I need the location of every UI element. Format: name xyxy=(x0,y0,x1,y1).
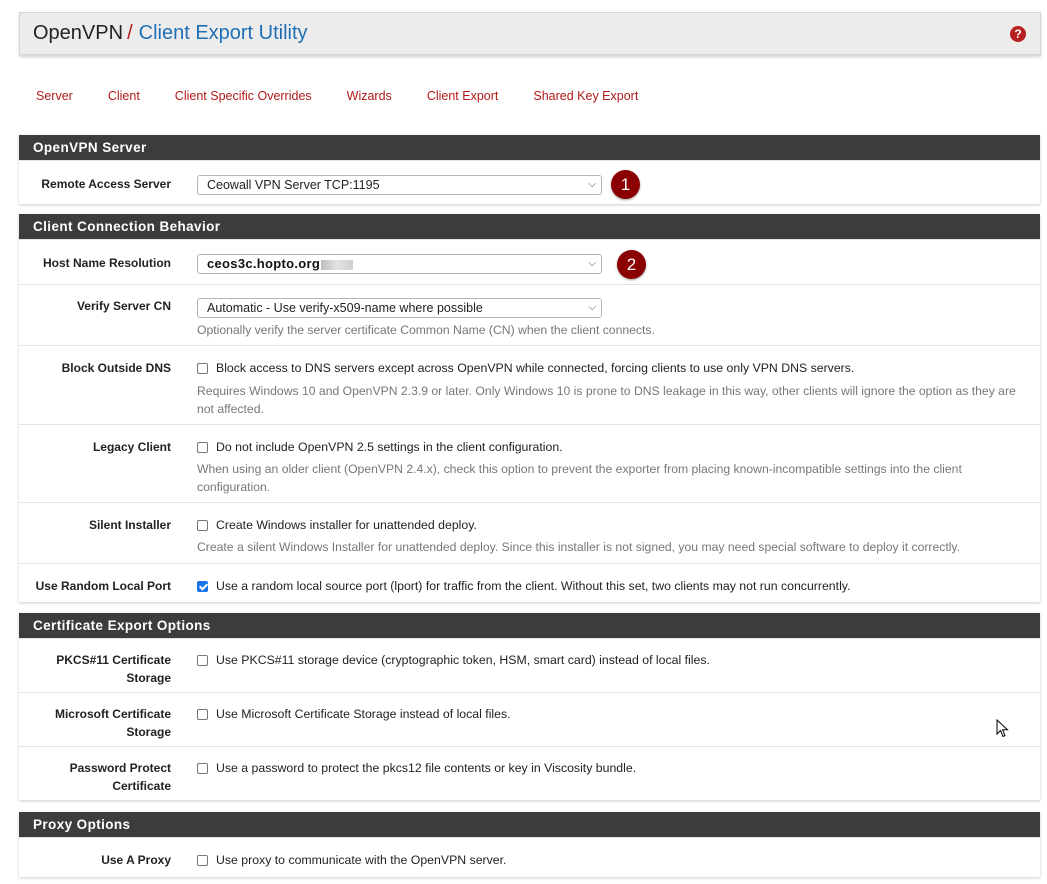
host-name-resolution-row xyxy=(19,239,1040,284)
tab-client[interactable]: Client xyxy=(107,89,140,103)
tab-client-specific-overrides[interactable]: Client Specific Overrides xyxy=(174,89,312,103)
pkcs11-label xyxy=(19,651,171,687)
redacted-blur xyxy=(321,260,353,270)
random-local-port-label: Use Random Local Port xyxy=(35,579,171,593)
certificate-export-options-panel xyxy=(19,613,1040,800)
select-value: ceos3c.hopto.org xyxy=(207,256,321,271)
microsoft-cert-storage-label xyxy=(19,705,171,741)
random-local-port-text: Use a random local source port (lport) for traffic from the client. Without this set, two clients may not run concurrently. xyxy=(216,579,851,593)
proxy-options-panel xyxy=(19,812,1040,877)
legacy-client-help: When using an older client (OpenVPN 2.4.x), check this option to prevent the exporter from placing known-incompatible settings into the client configuration. xyxy=(197,462,962,494)
label-line: Certificate xyxy=(112,779,171,793)
legacy-client-checkbox[interactable] xyxy=(197,442,208,453)
silent-installer-label: Silent Installer xyxy=(88,518,171,532)
verify-server-cn-label: Verify Server CN xyxy=(76,299,171,313)
random-local-port-row xyxy=(19,563,1040,602)
tab-server[interactable]: Server xyxy=(36,89,73,103)
legacy-client-row xyxy=(19,424,1040,502)
use-proxy-row xyxy=(19,837,1040,877)
legacy-client-text: Do not include OpenVPN 2.5 settings in the client configuration. xyxy=(216,440,563,454)
silent-installer-text: Create Windows installer for unattended deploy. xyxy=(216,518,477,532)
select-value: Automatic - Use verify-x509-name where possible xyxy=(207,301,483,315)
block-outside-dns-label: Block Outside DNS xyxy=(61,361,171,375)
breadcrumb-separator: / xyxy=(127,22,133,44)
verify-server-cn-row xyxy=(19,284,1040,345)
use-proxy-text: Use proxy to communicate with the OpenVPN server. xyxy=(216,853,507,867)
label-line: Storage xyxy=(126,671,171,685)
random-local-port-checkbox[interactable] xyxy=(197,581,208,592)
client-connection-behavior-panel xyxy=(19,214,1040,602)
block-outside-dns-text: Block access to DNS servers except across OpenVPN while connected, forcing clients to use only VPN DNS servers. xyxy=(216,361,855,375)
block-outside-dns-row xyxy=(19,345,1040,424)
password-protect-label xyxy=(19,759,171,795)
openvpn-server-panel xyxy=(19,135,1040,204)
host-name-resolution-label: Host Name Resolution xyxy=(42,256,171,270)
silent-installer-checkbox[interactable] xyxy=(197,520,208,531)
microsoft-cert-storage-checkbox[interactable] xyxy=(197,709,208,720)
host-name-resolution-select[interactable] xyxy=(197,254,602,274)
use-proxy-label: Use A Proxy xyxy=(101,853,171,867)
breadcrumb-current[interactable]: Client Export Utility xyxy=(138,22,308,44)
block-outside-dns-help: Requires Windows 10 and OpenVPN 2.3.9 or later. Only Windows 10 is prone to DNS leakage in this way, other clients will ignore the option as they are not affected. xyxy=(197,384,1016,416)
label-line: PKCS#11 Certificate xyxy=(56,653,171,667)
tab-client-export[interactable]: Client Export xyxy=(426,89,499,103)
password-protect-text: Use a password to protect the pkcs12 file contents or key in Viscosity bundle. xyxy=(216,761,637,775)
verify-server-cn-help: Optionally verify the server certificate Common Name (CN) when the client connects. xyxy=(197,323,655,337)
remote-access-server-label: Remote Access Server xyxy=(41,177,171,191)
annotation-badge-2: 2 xyxy=(617,250,646,279)
tab-bar xyxy=(19,88,656,104)
verify-server-cn-select[interactable] xyxy=(197,298,602,318)
microsoft-cert-storage-text: Use Microsoft Certificate Storage instead of local files. xyxy=(216,707,511,721)
pkcs11-row xyxy=(19,638,1040,692)
legacy-client-label: Legacy Client xyxy=(92,440,171,454)
pkcs11-text: Use PKCS#11 storage device (cryptographic token, HSM, smart card) instead of local files. xyxy=(216,653,710,667)
chevron-down-icon: ⌵ xyxy=(588,258,596,269)
silent-installer-row xyxy=(19,502,1040,563)
select-value: Ceowall VPN Server TCP:1195 xyxy=(207,178,380,192)
tab-shared-key-export[interactable]: Shared Key Export xyxy=(533,89,639,103)
silent-installer-help: Create a silent Windows Installer for unattended deploy. Since this installer is not signed, you may need special software to deploy it correctly. xyxy=(197,540,961,554)
mouse-cursor-icon xyxy=(996,719,1010,739)
panel-title: Client Connection Behavior xyxy=(19,214,1040,239)
microsoft-cert-storage-row xyxy=(19,692,1040,746)
label-line: Storage xyxy=(126,725,171,739)
pkcs11-checkbox[interactable] xyxy=(197,655,208,666)
annotation-badge-1: 1 xyxy=(611,170,640,199)
panel-title: Proxy Options xyxy=(19,812,1040,837)
remote-access-server-select[interactable] xyxy=(197,175,602,195)
panel-title: Certificate Export Options xyxy=(19,613,1040,638)
block-outside-dns-checkbox[interactable] xyxy=(197,363,208,374)
page-title-bar xyxy=(19,12,1041,55)
tab-wizards[interactable]: Wizards xyxy=(346,89,392,103)
use-proxy-checkbox[interactable] xyxy=(197,855,208,866)
chevron-down-icon: ⌵ xyxy=(588,179,596,190)
chevron-down-icon: ⌵ xyxy=(588,302,596,313)
label-line: Microsoft Certificate xyxy=(54,707,171,721)
password-protect-row xyxy=(19,746,1040,800)
remote-access-server-row xyxy=(19,160,1040,204)
breadcrumb-root[interactable]: OpenVPN xyxy=(33,22,124,44)
panel-title: OpenVPN Server xyxy=(19,135,1040,160)
label-line: Password Protect xyxy=(69,761,171,775)
help-icon[interactable]: ? xyxy=(1010,26,1026,42)
password-protect-checkbox[interactable] xyxy=(197,763,208,774)
